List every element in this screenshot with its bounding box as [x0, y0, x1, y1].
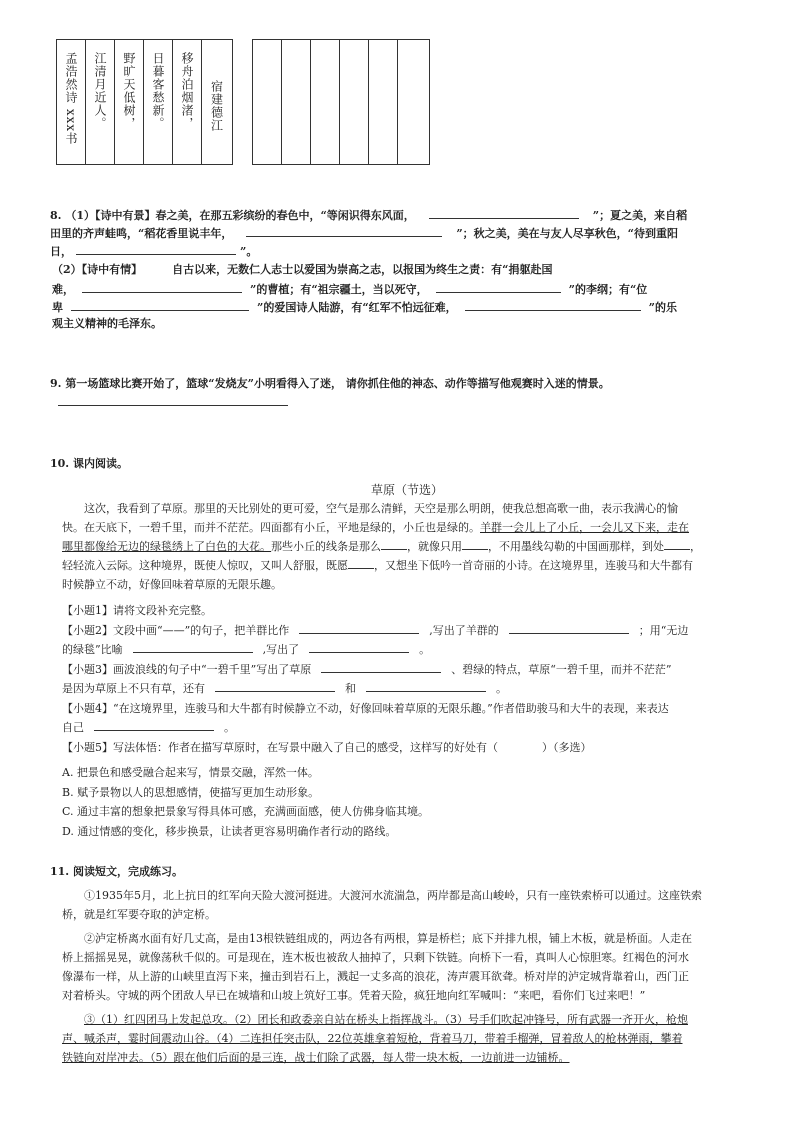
answer-blank[interactable]: [76, 243, 236, 255]
poem-column: 野旷天低树，: [115, 40, 144, 164]
q8-line: 卑 ”的爱国诗人陆游，有“红军不怕远征难， ”的乐: [52, 301, 677, 314]
answer-blank[interactable]: [509, 622, 629, 634]
answer-blank[interactable]: [348, 557, 374, 569]
q10-heading: 10. 课内阅读。: [50, 457, 128, 470]
q8-line: 田里的齐声蛙鸣，“稻花香里说丰年， ”；秋之美，美在与友人尽享秋色，“待到重阳: [50, 227, 678, 240]
q8-line: 8. （1）【诗中有景】春之美，在那五彩缤纷的春色中，“等闲识得东风面， ”；夏之美，来自稻: [50, 209, 688, 222]
answer-blank[interactable]: [664, 538, 690, 550]
answer-blank[interactable]: [366, 680, 486, 692]
q11-heading: 11. 阅读短文，完成练习。: [50, 865, 183, 878]
poem-column: 移舟泊烟渚，: [173, 40, 202, 164]
option-c[interactable]: C. 通过丰富的想象把景象写得具体可感，充满画面感，使人仿佛身临其境。: [62, 805, 430, 818]
answer-blank[interactable]: [82, 281, 242, 293]
reading-passage: ①1935年5月，北上抗日的红军向天险大渡河挺进。大渡河水流湍急，两岸都是高山峻岭，只有一座铁索桥可以通过。这座铁索 桥，就是红军要夺取的泸定桥。 ②泸定桥离水面有好几丈高，是由13根铁链组成的，两边各有两根，算是桥栏；底下并排九根，铺上木板，就是桥面。人走在 桥上摇摇晃晃，就像荡秋千似的。可是现在，连木板也被敌人抽掉了，只剩下铁链。向桥下一看，真叫人心惊胆寒。红褐色的河水 像瀑布一样，从上游的山峡里直泻下来，撞击到岩石上，溅起一丈多高的浪花，涛声震耳欲聋。桥对岸的泸定城背靠着山，西门正 对着桥头。守城的两个团敌人早已在城墙和山坡上筑好工事。凭着天险，疯狂地向红军喊叫：“来吧，看你们飞过来吧！” ③（1）红四团马上发起总攻。（2）团长和政委亲自站在桥头上指挥战斗。（3）号手们吹起冲锋号，所有武器一齐开火，枪炮 声、喊杀声，霎时间震动山谷。（4）二连担任突击队，22位英雄拿着短枪，背着马刀，带着手榴弹，冒着敌人的枪林弹雨，攀着 铁链向对岸冲去。（5）跟在他们后面的是三连，战士们除了武器，每人带一块木板，一边前进一边铺桥。: [62, 889, 702, 1064]
answer-blank[interactable]: [321, 661, 441, 673]
answer-line[interactable]: [58, 405, 288, 406]
answer-blank[interactable]: [429, 207, 579, 219]
multiple-choice-options: [62, 763, 742, 841]
q8-line: 观主义精神的毛泽东。: [52, 317, 162, 330]
blank-writing-grid[interactable]: [252, 39, 430, 165]
passage: 这次，我看到了草原。那里的天比别处的更可爱，空气是那么清鲜，天空是那么明朗，使我总想高歌一曲，表示我满心的愉 快。在天底下，一碧千里，而并不茫茫。四面都有小丘，平地是绿的，小丘也是绿的。羊群一会儿上了小丘，一会儿又下来，走在 哪里都像给无边的绿毯绣上了白色的大花。那些小丘的线条是那么 ，就像只用 ，不用墨线勾勒的中国画那样，到处 ， 轻轻流入云际。这种境界，既使人惊叹，又叫人舒服，既愿 ，又想坐下低吟一首奇丽的小诗。在这境界里，连骏马和大牛都有 时候静立不动，好像回味着草原的无限乐趣。: [62, 502, 701, 591]
poem-column: 江清月近人。: [86, 40, 115, 164]
answer-blank[interactable]: [299, 622, 419, 634]
poem-column: 孟浩然诗 xxx书: [57, 40, 86, 164]
answer-blank[interactable]: [246, 225, 442, 237]
option-d[interactable]: D. 通过情感的变化，移步换景，让读者更容易明确作者行动的路线。: [62, 824, 397, 838]
q8-line: （2）【诗中有情】 自古以来，无数仁人志士以爱国为崇高之志，以报国为终生之责：有“捐躯赴国: [52, 263, 553, 276]
answer-blank[interactable]: [133, 641, 253, 653]
poem-column: 宿建德江: [209, 80, 224, 132]
sub-questions: 【小题1】请将文段补充完整。 【小题2】文段中画“——”的句子，把羊群比作 ,写出了羊群的 ；用“无边 的绿毯”比喻 ,写出了 。 【小题3】画波浪线的句子中“一碧千里”写出了草原 、碧绿的特点，草原“一碧千里，而并不茫茫” 是因为草原上不只有草，还有 和 。 【小题4】“在这境界里，连骏马和大牛都有时候静立不动，好像回味着草原的无限乐趣。”作者借助骏马和大牛的表现，来表达 自己 。 【小题5】写法体悟：作者在描写草原时，在写景中融入了自己的感受，这样写的好处有（ ）（多选）: [62, 604, 689, 754]
answer-blank[interactable]: [462, 538, 488, 550]
answer-blank[interactable]: [94, 719, 214, 731]
answer-blank[interactable]: [381, 538, 407, 550]
poem-grid: [56, 39, 233, 165]
q8-line: 难， ”的曹植；有“祖宗疆土，当以死守， ”的李纲；有“位: [52, 283, 648, 296]
q8-line: 日， ”。: [50, 245, 258, 258]
answer-blank[interactable]: [436, 281, 561, 293]
option-b[interactable]: B. 赋予景物以人的思想感情，使描写更加生动形象。: [62, 785, 320, 799]
answer-blank[interactable]: [215, 680, 335, 692]
answer-blank[interactable]: [465, 299, 641, 311]
poem-column: 日暮客愁新。: [144, 40, 173, 164]
answer-blank[interactable]: [71, 299, 249, 311]
q9-prompt: 9. 第一场篮球比赛开始了，篮球“发烧友”小明看得入了迷， 请你抓住他的神态、动作等描写他观赛时入迷的情景。: [50, 377, 610, 390]
option-a[interactable]: A. 把景色和感受融合起来写，情景交融，浑然一体。: [62, 766, 319, 779]
passage-title: 草原（节选）: [371, 483, 444, 497]
answer-blank[interactable]: [309, 641, 409, 653]
